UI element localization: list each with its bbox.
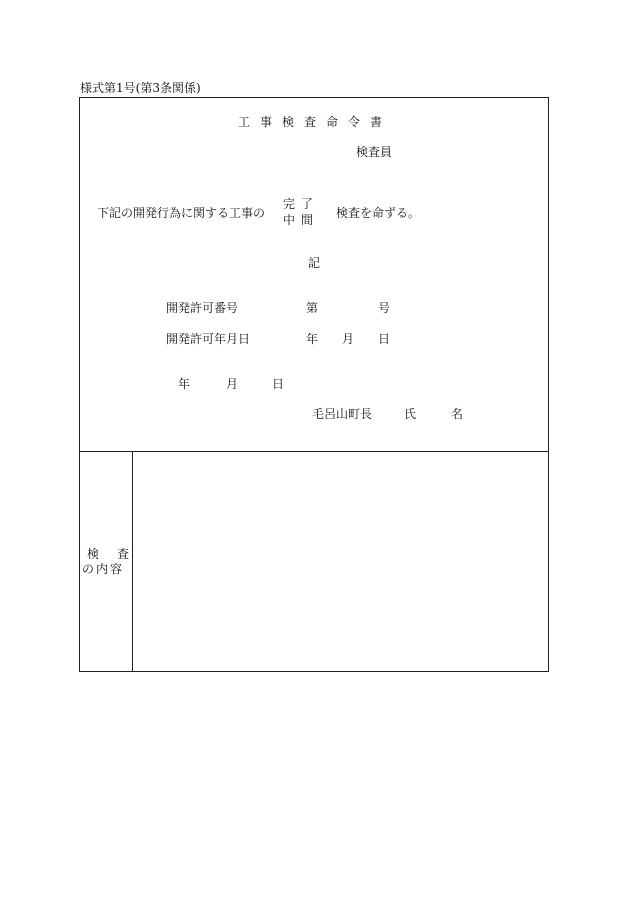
issue-date-month: 月 — [226, 377, 239, 391]
permit-date-day: 日 — [378, 332, 391, 346]
signature-shi: 氏 — [404, 407, 417, 421]
option-complete: 完了 — [283, 197, 320, 211]
section-divider — [80, 451, 548, 452]
signature-mei: 名 — [451, 407, 464, 421]
form-number-label: 様式第1号(第3条関係) — [80, 81, 201, 95]
ki-heading: 記 — [308, 256, 321, 270]
permit-date-label: 開発許可年月日 — [166, 332, 251, 346]
content-label-line1: 検査 — [87, 547, 148, 561]
option-middle: 中間 — [283, 213, 320, 227]
mayor-title: 毛呂山町長 — [312, 407, 373, 421]
order-text-prefix: 下記の開発行為に関する工事の — [97, 206, 266, 220]
content-label-divider — [132, 451, 133, 672]
permit-date-month: 月 — [342, 332, 355, 346]
order-text-suffix: 検査を命ずる。 — [336, 206, 421, 220]
content-label-line2: の内容 — [82, 562, 125, 576]
permit-date-year: 年 — [306, 332, 319, 346]
document-title: 工事検査命令書 — [238, 115, 393, 129]
order-form-frame — [79, 97, 549, 672]
permit-number-label: 開発許可番号 — [166, 301, 239, 315]
permit-number-go: 号 — [378, 301, 391, 315]
inspector-label: 検査員 — [356, 145, 393, 159]
issue-date-year: 年 — [178, 377, 191, 391]
issue-date-day: 日 — [272, 377, 285, 391]
permit-number-dai: 第 — [306, 301, 319, 315]
